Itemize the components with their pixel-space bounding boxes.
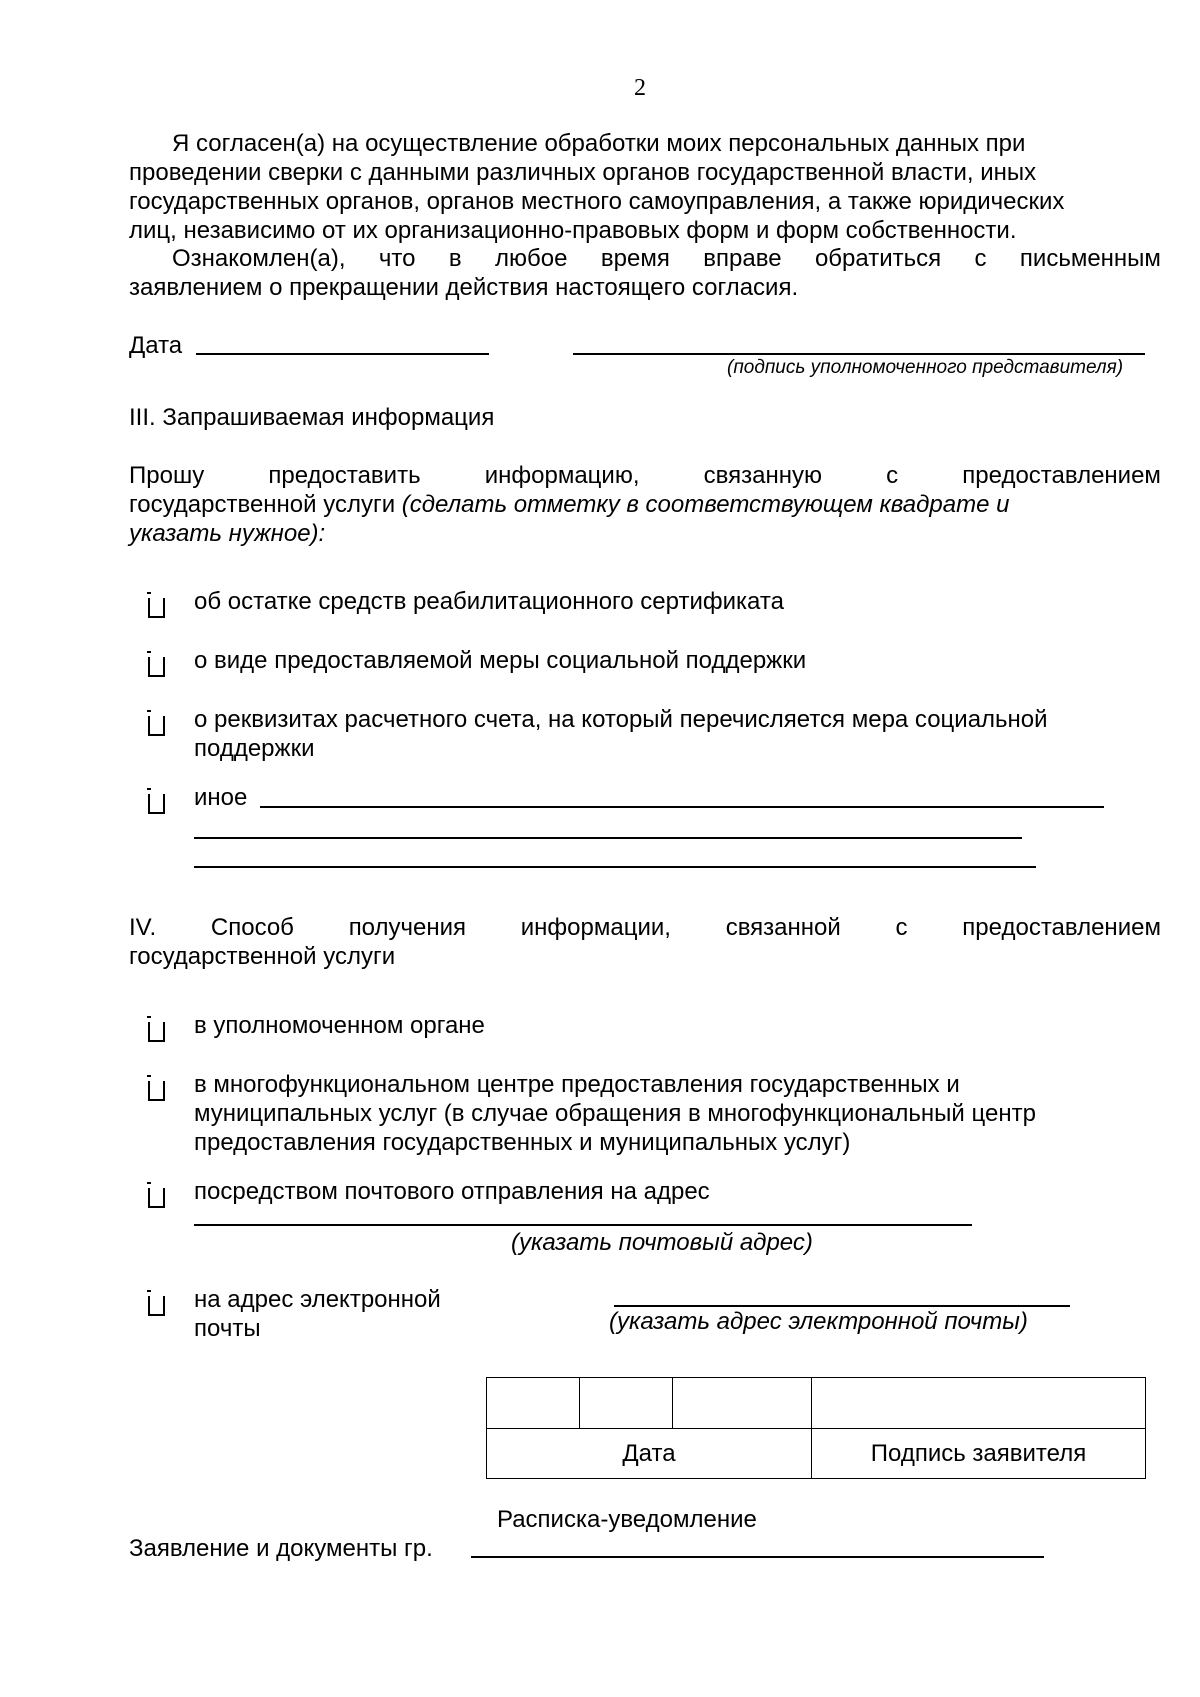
word: предоставлением [962,462,1161,489]
section-3-intro-line-1 [129,461,1161,490]
option-by-email-line-1: на адрес электронной [194,1286,441,1313]
acknowledgement-line-2: заявлением о прекращении действия настоящего согласия. [129,274,799,301]
word: с [974,245,987,272]
receipt-text: Заявление и документы гр. [129,1535,433,1562]
word: Ознакомлен(а), [172,245,346,272]
word: IV. [129,914,157,941]
option-account-details-line-2: поддержки [194,735,315,762]
consent-text-line-2: проведении сверки с данными различных органов государственной власти, иных [129,159,1037,186]
word: информации, [520,914,671,941]
postal-address-line[interactable] [194,1224,972,1226]
word: предоставить [268,462,421,489]
date-year-cell[interactable] [673,1378,812,1429]
receipt-title: Расписка-уведомление [497,1506,757,1533]
other-line-2[interactable] [194,837,1022,839]
word: Прошу [129,462,205,489]
checkbox-other[interactable] [148,788,166,814]
word: время [600,245,670,272]
other-line-1[interactable] [260,806,1104,808]
option-support-measure-type: о виде предоставляемой меры социальной поддержки [194,647,807,674]
option-certificate-balance: об остатке средств реабилитационного сертификата [194,588,784,615]
word: получения [348,914,467,941]
word: Способ [210,914,294,941]
signature-caption: (подпись уполномоченного представителя) [727,357,1124,378]
section-3-intro-line-2 [129,490,1009,519]
word: с [886,462,899,489]
section-4-title-line-1 [129,913,1161,942]
checkbox-in-authority[interactable] [148,1016,166,1042]
applicant-signature-table [486,1377,1146,1479]
word: информацию, [484,462,640,489]
option-mfc-line-3: предоставления государственных и муниципальных услуг) [194,1129,851,1156]
section-4-title-line-2: государственной услуги [129,943,396,970]
signature-line[interactable] [573,353,1145,355]
consent-text-line-3: государственных органов, органов местного самоуправления, а также юридических [129,188,1065,215]
signature-cell[interactable] [812,1378,1146,1429]
word: с [895,914,908,941]
checkbox-account-details[interactable] [148,710,166,736]
consent-text-line-1: Я согласен(а) на осуществление обработки моих персональных данных при [172,130,1026,157]
checkbox-certificate-balance[interactable] [148,592,166,618]
option-by-post: посредством почтового отправления на адрес [194,1178,710,1205]
checkbox-mfc[interactable] [148,1075,166,1101]
word: предоставлением [962,914,1161,941]
option-in-authority: в уполномоченном органе [194,1012,485,1039]
consent-text-line-4: лиц, независимо от их организационно-правовых форм и форм собственности. [129,217,1017,244]
option-account-details-line-1: о реквизитах расчетного счета, на который перечисляется мера социальной [194,706,1048,733]
section-3-title: III. Запрашиваемая информация [129,404,495,431]
checkbox-by-email[interactable] [148,1290,166,1316]
date-day-cell[interactable] [487,1378,580,1429]
option-mfc-line-1: в многофункциональном центре предоставления государственных и [194,1071,960,1098]
word: связанную [703,462,822,489]
receipt-name-line[interactable] [471,1556,1044,1558]
word: письменным [1019,245,1161,272]
table-date-label: Дата [487,1429,812,1479]
word: в [448,245,462,272]
table-signature-label: Подпись заявителя [812,1429,1146,1479]
word: что [378,245,416,272]
intro-text: государственной услуги [129,491,402,518]
word: обратиться [814,245,942,272]
option-other: иное [194,784,248,811]
intro-instruction: (сделать отметку в соответствующем квадрате и [401,491,1010,518]
word: любое [495,245,568,272]
postal-address-caption: (указать почтовый адрес) [511,1229,813,1256]
option-mfc-line-2: муниципальных услуг (в случае обращения в многофункциональный центр [194,1100,1036,1127]
email-address-caption: (указать адрес электронной почты) [609,1308,1028,1335]
word: вправе [703,245,782,272]
checkbox-by-post[interactable] [148,1182,166,1208]
section-3-intro-line-3: указать нужное): [129,520,326,547]
date-month-cell[interactable] [580,1378,673,1429]
option-by-email-line-2: почты [194,1315,261,1342]
word: связанной [725,914,841,941]
checkbox-support-measure-type[interactable] [148,651,166,677]
date-line[interactable] [196,353,489,355]
page-number: 2 [634,75,646,101]
date-label: Дата [129,332,183,359]
acknowledgement-line-1 [172,244,1161,273]
other-line-3[interactable] [194,866,1036,868]
